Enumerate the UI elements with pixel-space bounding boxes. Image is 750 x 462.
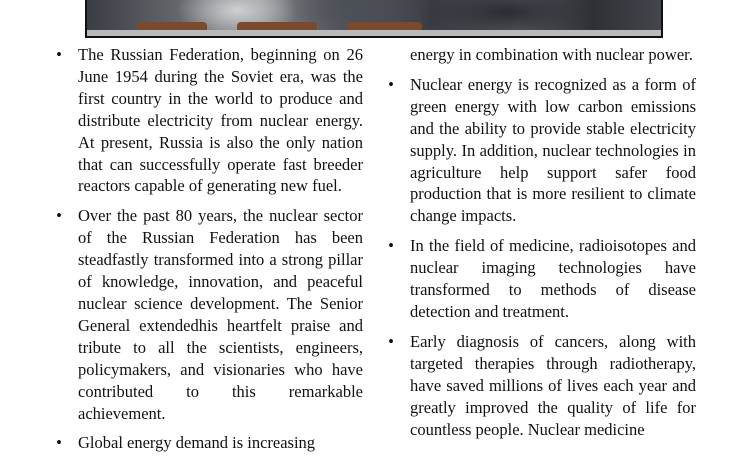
continued-paragraph: energy in combination with nuclear power.: [410, 45, 693, 64]
paragraph-text: Nuclear energy is recognized as a form of green energy with low carbon emissions and the ability to provide stable electricity supply. In addition, nuclear technologies in agriculture help support safer food production that is more resilient to climate change impacts.: [410, 74, 696, 226]
list-item: [386, 331, 696, 441]
paragraph-text: In the field of medicine, radioisotopes and nuclear imaging technologies have transformed to methods of disease detection and treatment.: [410, 236, 696, 321]
paragraph-text: Early diagnosis of cancers, along with targeted therapies through radiotherapy, have saved millions of lives each year and greatly improved the quality of life for countless people. Nuclear medicine: [410, 331, 696, 439]
paragraph-text: Global energy demand is increasing: [78, 433, 316, 453]
list-item: [54, 205, 363, 424]
right-column: [386, 44, 696, 448]
bullet-icon: •: [56, 206, 62, 226]
list-item: [386, 235, 696, 323]
photo-strip-image: [85, 0, 663, 38]
right-bullet-list: [386, 74, 696, 441]
left-column: [54, 44, 363, 462]
list-item: [386, 74, 696, 227]
list-item: [54, 44, 363, 197]
bullet-icon: •: [56, 45, 62, 64]
bullet-icon: •: [388, 74, 394, 94]
list-item: [54, 432, 363, 454]
paragraph-text: Over the past 80 years, the nuclear sector of the Russian Federation has been steadfastly transformed into a strong pillar of knowledge, innovation, and peaceful nuclear science development. The Senior General extendedhis heartfelt praise and tribute to all the scientists, engineers, policymakers, and visionaries who have contributed to this remarkable achievement.: [78, 206, 363, 423]
bullet-icon: •: [388, 236, 394, 256]
bullet-icon: •: [56, 433, 62, 453]
left-bullet-list: [54, 44, 363, 454]
table-edge: [87, 30, 661, 36]
paragraph-text: The Russian Federation, beginning on 26 June 1954 during the Soviet era, was the first country in the world to produce and distribute electricity from nuclear energy. At present, Russia is also the only nation that can successfully operate fast breeder reactors capable of generating new fuel.: [78, 45, 363, 196]
bullet-icon: •: [388, 331, 394, 351]
